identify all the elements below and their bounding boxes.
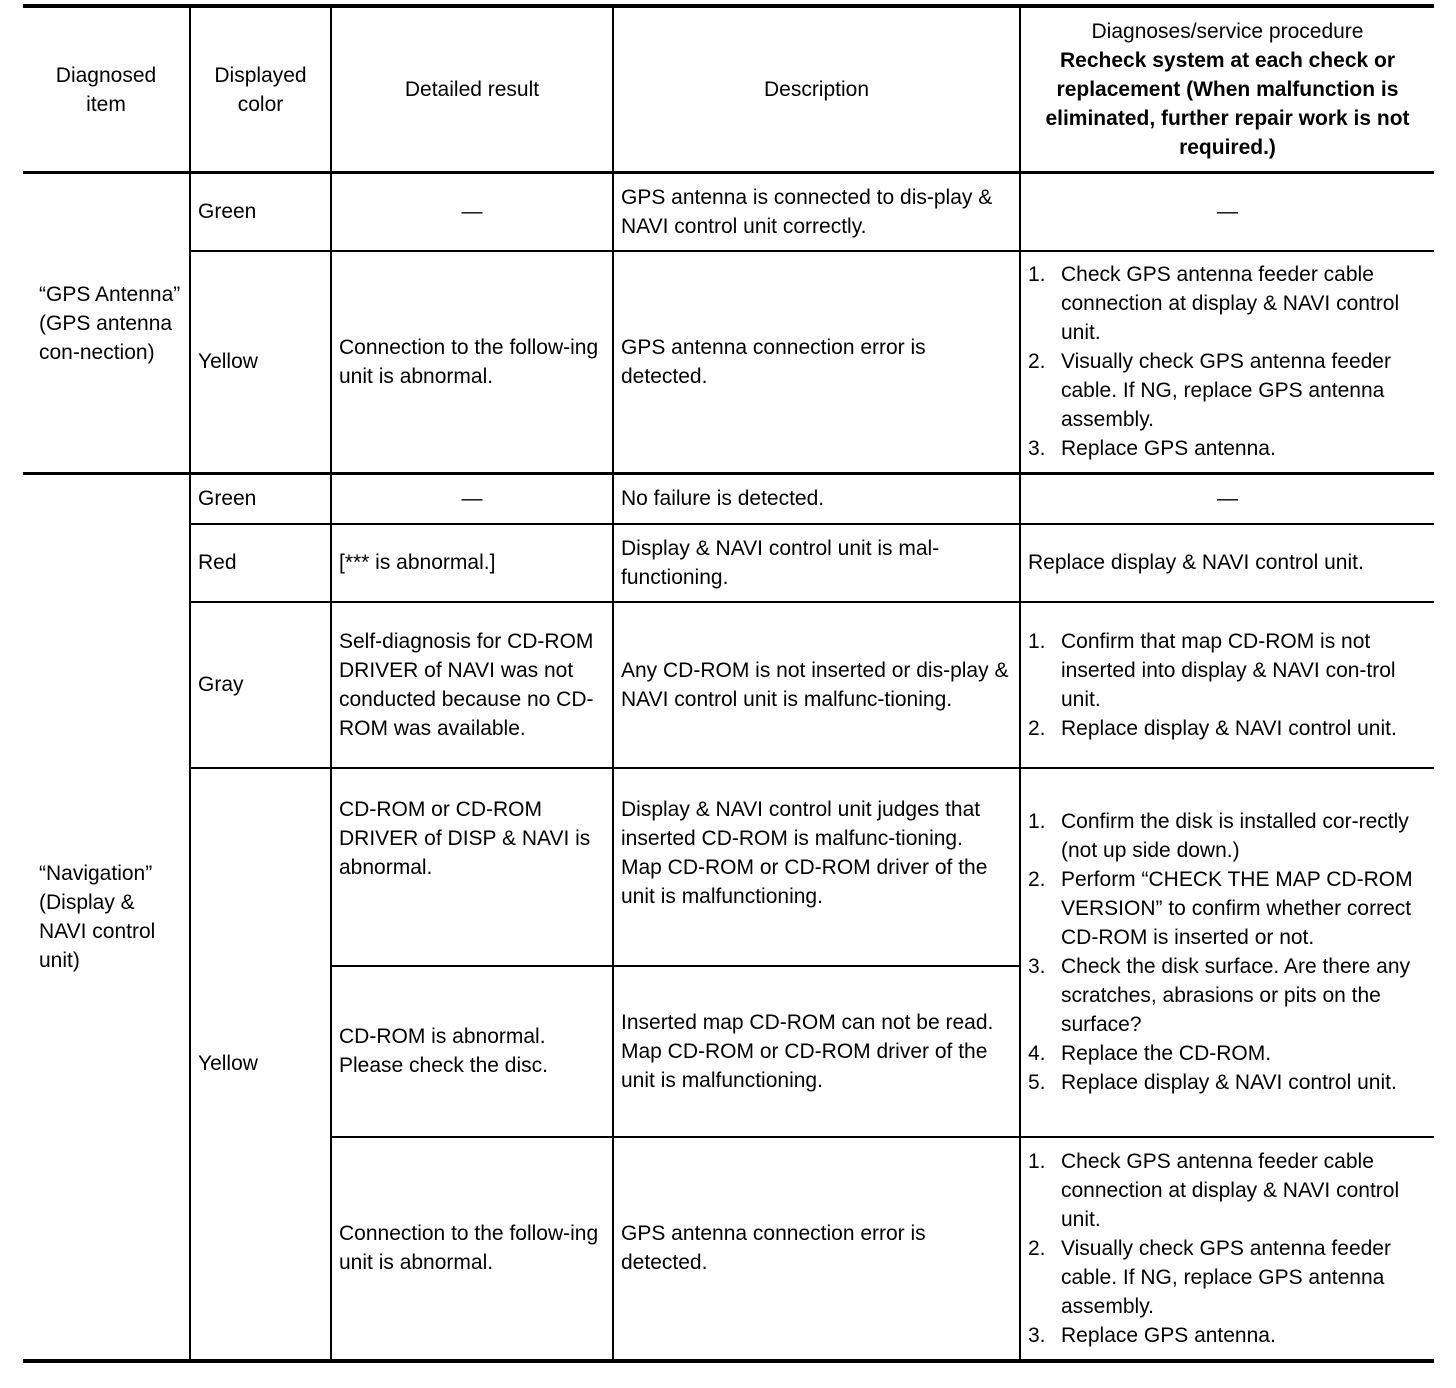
gps-green-procedure: — <box>1020 173 1434 251</box>
list-item: 2. Replace display & NAVI control unit. <box>1028 716 1397 740</box>
gps-green-result: — <box>331 173 613 251</box>
nav-yellow-result-2: CD-ROM is abnormal. Please check the disc. <box>331 966 613 1137</box>
list-item: 3. Replace GPS antenna. <box>1028 437 1276 461</box>
nav-green-color: Green <box>190 474 331 524</box>
nav-gray-procedure <box>1020 602 1434 768</box>
list-item: 3. Replace GPS antenna. <box>1028 1323 1276 1347</box>
gps-yellow-procedure <box>1020 251 1434 474</box>
list-item: 5. Replace display & NAVI control unit. <box>1028 1071 1397 1094</box>
table-row <box>23 602 1434 768</box>
nav-yellow-disc-steps <box>1028 807 1427 1097</box>
nav-gray-description: Any CD-ROM is not inserted or dis-play & NAVI control unit is malfunc-tioning. <box>613 602 1020 768</box>
header-displayed-color: Displayed color <box>190 6 331 173</box>
nav-red-result: [*** is abnormal.] <box>331 524 613 602</box>
header-row <box>23 6 1434 173</box>
list-item: 4. Replace the CD-ROM. <box>1028 1042 1272 1065</box>
table-row <box>23 768 1434 966</box>
nav-yellow-description-3: GPS antenna connection error is detected. <box>613 1137 1020 1361</box>
list-item: 3. Check the disk surface. Are there any scratches, abrasions or pits on the surface? <box>1028 955 1411 1036</box>
nav-red-procedure: Replace display & NAVI control unit. <box>1020 524 1434 602</box>
list-item: 1. Confirm the disk is installed cor-rectly (not up side down.) <box>1028 810 1409 862</box>
list-item: 2. Perform “CHECK THE MAP CD-ROM VERSION” to confirm whether correct CD-ROM is inserted or not. <box>1028 868 1413 949</box>
nav-gray-color: Gray <box>190 602 331 768</box>
nav-gray-steps <box>1028 627 1427 743</box>
nav-yellow-result-1: CD-ROM or CD-ROM DRIVER of DISP & NAVI is abnormal. <box>331 768 613 966</box>
nav-yellow-description-1: Display & NAVI control unit judges that inserted CD-ROM is malfunc-tioning. Map CD-ROM or CD-ROM driver of the unit is malfunctioning. <box>613 768 1020 966</box>
header-detailed-result: Detailed result <box>331 6 613 173</box>
nav-yellow-description-2: Inserted map CD-ROM can not be read. Map CD-ROM or CD-ROM driver of the unit is malfunctioning. <box>613 966 1020 1137</box>
nav-gray-result: Self-diagnosis for CD-ROM DRIVER of NAVI was not conducted because no CD-ROM was available. <box>331 602 613 768</box>
nav-yellow-result-3: Connection to the follow-ing unit is abnormal. <box>331 1137 613 1361</box>
table-row <box>23 474 1434 524</box>
nav-green-description: No failure is detected. <box>613 474 1020 524</box>
gps-yellow-steps <box>1028 260 1427 463</box>
header-procedure-title: Diagnoses/service procedure <box>1091 20 1364 43</box>
list-item: 2. Visually check GPS antenna feeder cable. If NG, replace GPS antenna assembly. <box>1028 1236 1391 1318</box>
gps-yellow-result: Connection to the follow-ing unit is abnormal. <box>331 251 613 474</box>
nav-green-procedure: — <box>1020 474 1434 524</box>
nav-red-description: Display & NAVI control unit is mal-functioning. <box>613 524 1020 602</box>
list-item: 2. Visually check GPS antenna feeder cable. If NG, replace GPS antenna assembly. <box>1028 350 1391 432</box>
table-row <box>23 524 1434 602</box>
header-diagnosed-item: Diagnosed item <box>23 6 190 173</box>
table-row <box>23 173 1434 251</box>
diagnosis-table <box>23 4 1434 1363</box>
nav-red-color: Red <box>190 524 331 602</box>
header-procedure-note: Recheck system at each check or replacement (When malfunction is eliminated, further repair work is not required.) <box>1045 49 1410 159</box>
gps-green-description: GPS antenna is connected to dis-play & NAVI control unit correctly. <box>613 173 1020 251</box>
nav-yellow-connection-procedure <box>1020 1137 1434 1361</box>
list-item: 1. Check GPS antenna feeder cable connection at display & NAVI control unit. <box>1028 1149 1400 1231</box>
gps-green-color: Green <box>190 173 331 251</box>
nav-yellow-connection-steps <box>1028 1147 1427 1350</box>
gps-yellow-color: Yellow <box>190 251 331 474</box>
nav-yellow-color: Yellow <box>190 768 331 1361</box>
header-description: Description <box>613 6 1020 173</box>
list-item: 1. Confirm that map CD-ROM is not inserted into display & NAVI con-trol unit. <box>1028 629 1396 711</box>
nav-diagnosed-item: “Navigation” (Display & NAVI control unit) <box>23 474 190 1361</box>
gps-diagnosed-item: “GPS Antenna” (GPS antenna con-nection) <box>23 173 190 474</box>
nav-yellow-disc-procedure <box>1020 768 1434 1137</box>
header-procedure <box>1020 6 1434 173</box>
table-row <box>23 251 1434 474</box>
list-item: 1. Check GPS antenna feeder cable connection at display & NAVI control unit. <box>1028 263 1400 345</box>
nav-green-result: — <box>331 474 613 524</box>
gps-yellow-description: GPS antenna connection error is detected. <box>613 251 1020 474</box>
